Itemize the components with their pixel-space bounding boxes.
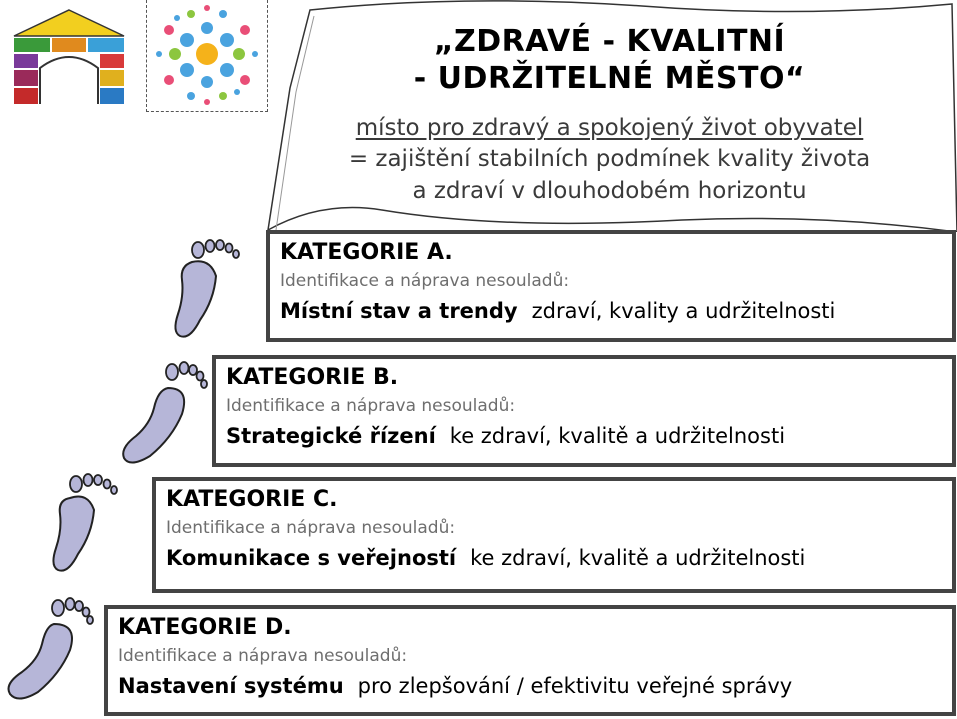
footprint-icon bbox=[2, 594, 98, 706]
dots-logo-icon bbox=[147, 0, 267, 110]
footprint-icon bbox=[116, 358, 208, 470]
category-box-c bbox=[152, 477, 956, 593]
subtitle-line3: a zdraví v dlouhodobém horizontu bbox=[412, 178, 807, 204]
category-description: Identifikace a náprava nesouladů: bbox=[280, 271, 570, 291]
category-main-line bbox=[280, 297, 952, 325]
category-box-a bbox=[266, 230, 956, 342]
category-title: KATEGORIE C. bbox=[166, 487, 338, 512]
category-title: KATEGORIE D. bbox=[118, 615, 292, 640]
footprint-icon bbox=[50, 472, 130, 580]
category-rest-text: zdraví, kvality a udržitelnosti bbox=[531, 299, 836, 323]
category-description: Identifikace a náprava nesouladů: bbox=[118, 646, 408, 666]
category-rest-text: ke zdraví, kvalitě a udržitelnosti bbox=[449, 424, 786, 448]
category-main-line bbox=[166, 544, 952, 572]
category-box-b bbox=[212, 355, 956, 467]
house-logo-icon bbox=[10, 8, 128, 106]
subtitle-underlined: místo pro zdravý a spokojený život obyvatel bbox=[355, 115, 864, 141]
page-title-line2: - UDRŽITELNÉ MĚSTO“ bbox=[413, 61, 806, 96]
category-bold-text: Komunikace s veřejností bbox=[166, 546, 457, 570]
dots-logo bbox=[146, 0, 268, 112]
page-title-line1: „ZDRAVÉ - KVALITNÍ bbox=[433, 24, 786, 59]
category-bold-text: Místní stav a trendy bbox=[280, 299, 518, 323]
subtitle-line2: = zajištění stabilních podmínek kvality života bbox=[348, 146, 871, 172]
category-bold-text: Strategické řízení bbox=[226, 424, 436, 448]
category-main-line bbox=[226, 422, 952, 450]
footprint-icon bbox=[170, 236, 248, 346]
category-description: Identifikace a náprava nesouladů: bbox=[166, 518, 456, 538]
category-title: KATEGORIE A. bbox=[280, 240, 453, 265]
category-rest-text: ke zdraví, kvalitě a udržitelnosti bbox=[470, 546, 806, 570]
category-description: Identifikace a náprava nesouladů: bbox=[226, 396, 516, 416]
category-title: KATEGORIE B. bbox=[226, 365, 399, 390]
category-box-d bbox=[104, 605, 956, 716]
category-rest-text: pro zlepšování / efektivitu veřejné správy bbox=[357, 674, 793, 698]
category-bold-text: Nastavení systému bbox=[118, 674, 344, 698]
category-main-line bbox=[118, 672, 952, 700]
